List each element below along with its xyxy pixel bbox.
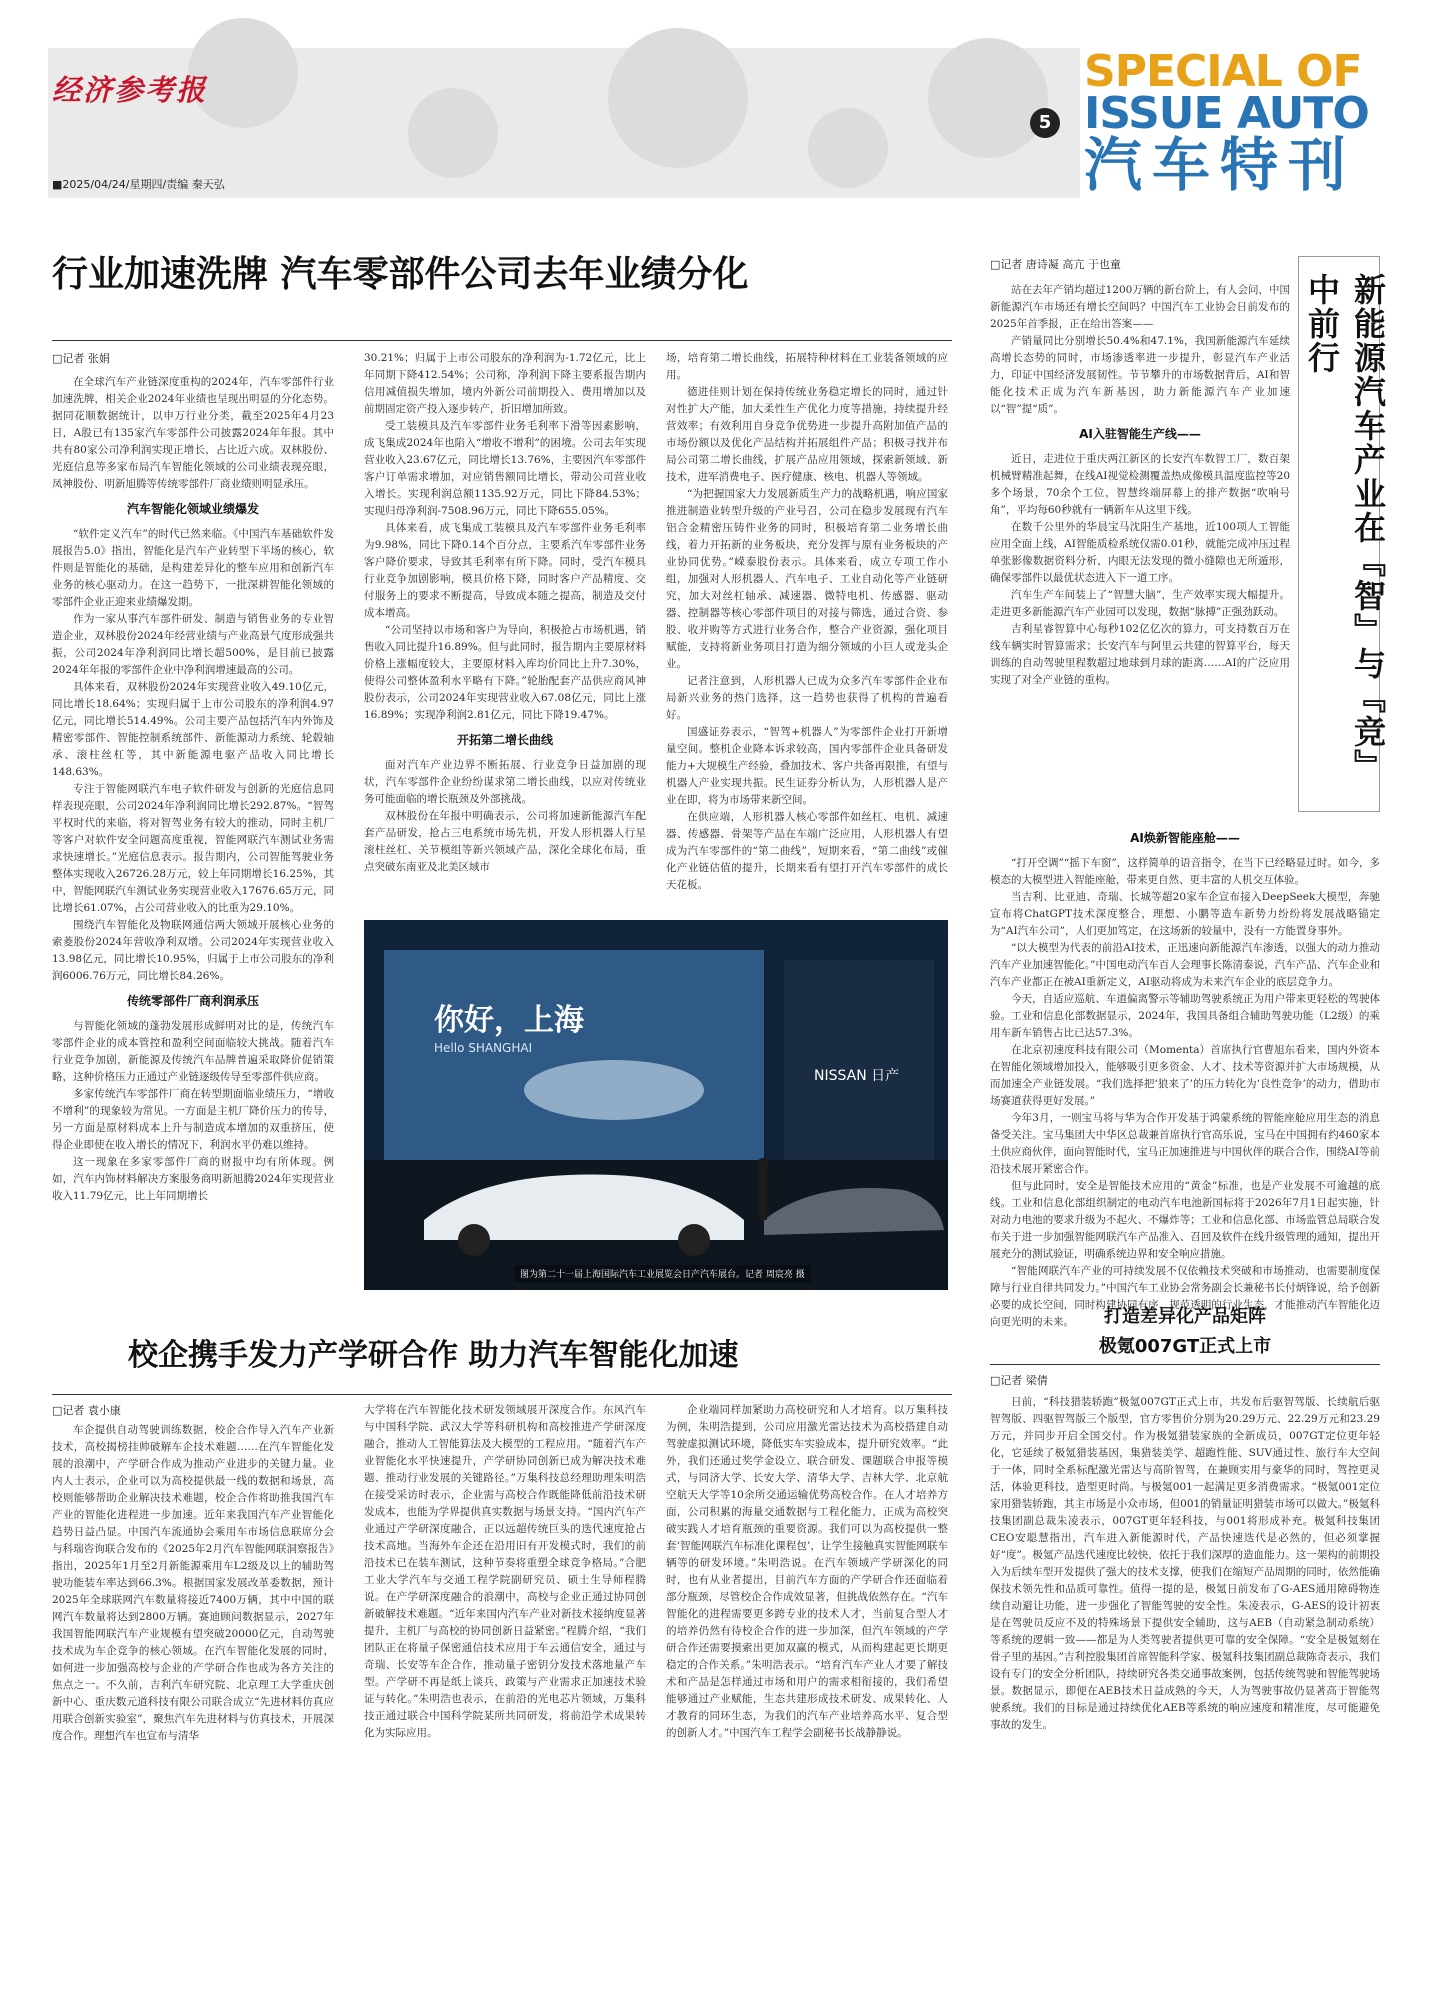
paragraph: 当吉利、比亚迪、奇瑞、长城等超20家车企宣布接入DeepSeek大模型，奔驰宣布将ChatGPT技术深度整合，理想、小鹏等造车新势力纷纷将发展战略锚定为“AI汽车公司”，人们更加笃定，在这场新的较量中，没有一方能置身事外。: [990, 891, 1380, 937]
led-screen: [384, 950, 764, 1160]
paragraph: 日前，“科技猎装轿跑”极氪007GT正式上市，共发布后驱智驾版、长续航后驱智驾版、四驱智驾版三个版型，官方零售价分别为20.29万元、22.29万元和23.29万元，并同步开启全国交付。作为极氪猎装家族的全新成员，007GT定位更年轻化，它延续了极氪猎装基因，集猎装美学、超跑性能、SUV通过性、旅行车大空间于一体，同时全系标配激光雷达与高阶智驾，在兼顾实用与豪华的同时，驾控更灵活，体验更科技，造型更时尚。与极氪001一起满足更多消费需求。“极氪001定位家用猎装轿跑，其主市场是小众市场，但001的销量证明猎装市场可以做大。”极氪科技集团副总裁朱凌表示，007GT更年轻科技，与001将形成补充。极氪科技集团CEO安聪慧指出，汽车进入新能源时代，产品快速迭代是必然的，但必须掌握好“度”。极氪产品迭代速度比较快，依托于我们深厚的造血能力。这一架构的前期投入为后续车型开发提供了强大的技术支撑，使我们在缩短产品周期的同时，依然能确保技术领先性和品质可靠性。值得一提的是，极氪日前发布了G-AES通用障碍物连续自动避让功能，进一步强化了智能驾驶的安全性。朱凌表示，G-AES的设计初衷是在驾驶员反应不及的特殊场景下提供安全辅助，这与AEB（自动紧急制动系统）等系统的逻辑一致——都是为人类驾驶者提供更可靠的安全保障。“安全是极氪刻在骨子里的基因。”吉利控股集团首席智能科学家、极氪科技集团副总裁陈奇表示，我们设有专门的安全分析团队，持续研究各类交通事故案例，包括传统驾驶和智能驾驶场景。数据显示，即便在AEB技术日益成熟的今天，人为驾驶事故仍显著高于智能驾驶系统。我们的目标是通过持续优化AEB等系统的响应速度和精准度，尽可能避免事故的发生。: [990, 1396, 1380, 1731]
divider: [52, 1394, 952, 1395]
svg-text:NISSAN 日产: NISSAN 日产: [814, 1068, 900, 1084]
paragraph: 车企提供自动驾驶训练数据，校企合作导入汽车产业新技术，高校揭榜挂帅破解车企技术难题……在汽车智能化发展的浪潮中，产学研合作成为推动产业进步的关键力量。业内人士表示，企业可以为高校提供最一线的数据和场景，高校则能够帮助企业解决技术难题，校企合作将助推我国汽车产业的智能化进程进一步加速。近年来我国汽车产业智能化趋势日益凸显。中国汽车流通协会乘用车市场信息联席分会与科瑞咨询联合发布的《2025年2月汽车智能网联洞察报告》指出，2025年1月至2月新能源乘用车L2级及以上的辅助驾驶功能装车率达到66.3%。根据国家发展改革委数据，预计2025年全球联网汽车数量将接近7400万辆，其中中国的联网汽车数量将达到2800万辆。赛迪顾问数据显示，2027年我国智能网联汽车产业规模有望突破20000亿元，自动驾驶技术成为车企竞争的核心领域。在汽车智能化发展的同时，如何进一步加强高校与企业的产学研合作也成为各方关注的焦点之一。不久前，吉利汽车研究院、北京理工大学重庆创新中心、重庆数元道科技有限公司联合成立“先进材料仿真应用联合创新实验室”，聚焦汽车先进材料与仿真技术，开展深度合作。理想汽车也宣布与清华: [52, 1424, 334, 1742]
paragraph: 今天，自适应巡航、车道偏离警示等辅助驾驶系统正为用户带来更轻松的驾驶体验。工业和信息化部数据显示，2024年，我国具备组合辅助驾驶功能（L2级）的乘用车新车销售占比已达57.3%。: [990, 993, 1380, 1039]
subheading: 汽车智能化领域业绩爆发: [126, 502, 259, 516]
article4-byline: □记者 梁倩: [990, 1374, 1048, 1387]
subheading: 开拓第二增长曲线: [456, 733, 553, 747]
paragraph: “打开空调”“摇下车窗”，这样简单的语音指令，在当下已经略显过时。如今，多模态的大模型进入智能座舱，带来更自然、更丰富的人机交互体验。: [990, 857, 1380, 886]
article1-column-3: [666, 350, 948, 910]
brand-line-2: ISSUE AUTO: [1084, 88, 1369, 139]
special-issue-brand: [1080, 44, 1380, 200]
paragraph: 受工装模具及汽车零部件业务毛利率下滑等因素影响，成飞集成2024年也陷入“增收不增利”的困境。公司去年实现营业收入23.67亿元，同比增长13.76%，主要因汽车零部件客户订单需求增加，对应销售额同比增长，带动公司营业收入增长。实现利润总额1135.92万元，同比下降84.53%；实现归母净利润-7508.96万元，同比下降655.05%。: [364, 420, 646, 517]
auto-show-photo: [364, 920, 948, 1290]
brand-line-1: SPECIAL OF: [1084, 46, 1362, 97]
side-screen: [784, 960, 934, 1160]
paragraph: 与智能化领域的蓬勃发展形成鲜明对比的是，传统汽车零部件企业的成本管控和盈利空间面临较大挑战。随着汽车行业竞争加剧，新能源及传统汽车品牌普遍采取降价促销策略，这种价格压力正通过产业链逐级传导至零部件供应商。: [52, 1020, 334, 1083]
paragraph: 站在去年产销均超过1200万辆的新台阶上，有人会问，中国新能源汽车市场还有增长空间吗？中国汽车工业协会日前发布的2025年首季报，正在给出答案——: [990, 284, 1290, 330]
paragraph: 30.21%；归属于上市公司股东的净利润为-1.72亿元，比上年同期下降412.54%；公司称，净利润下降主要系报告期内信用减值损失增加，境内外新公司前期投入、费用增加以及前期固定资产投入逐步转产，折旧增加所致。: [364, 352, 646, 415]
page-number: 5: [1030, 108, 1060, 138]
paragraph: 国盛证券表示，“智驾+机器人”为零部件企业打开新增量空间。整机企业降本诉求较高，国内零部件企业具备研发能力+大规模生产经验，叠加技术、客户共备再限推，有望与机器人产业实现共振。民生证券分析认为，人形机器人是产业在即，将为市场带来新空间。: [666, 726, 948, 806]
article1-byline: □记者 张娟: [52, 352, 110, 365]
paragraph: 多家传统汽车零部件厂商在转型期面临业绩压力，“增收不增利”的现象较为常见。一方面是主机厂降价压力的传导，另一方面是原材料成本上升与制造成本增加的双重挤压，使得企业即使在收入增长的情况下，利润水平仍难以维持。: [52, 1088, 334, 1151]
paragraph: 吉利星睿智算中心每秒102亿亿次的算力，可支持数百万在线车辆实时智算需求；长安汽车与阿里云共建的智算平台，每天训练的自动驾驶里程数超过地球到月球的距离……AI的广泛应用实现了对全产业链的重构。: [990, 623, 1290, 686]
article3-byline: □记者 袁小康: [52, 1404, 121, 1417]
paragraph: 双林股份在年报中明确表示，公司将加速新能源汽车配套产品研发，抢占三电系统市场先机，开发人形机器人行星滚柱丝杠、关节模组等新兴领域产品，深化全球化布局，重点突破东南亚及北美区域市: [364, 810, 646, 873]
article4-body: [990, 1394, 1380, 1984]
paragraph: 但与此同时，安全是智能技术应用的“黄金”标准，也是产业发展不可逾越的底线。工业和信息化部组织制定的电动汽车电池新国标将于2026年7月1日起实施，针对动力电池的要求升级为不起火、不爆炸等；工业和信息化部、市场监管总局联合发布关于进一步加强智能网联汽车产品准入、召回及软件在线升级管理的通知，提出开展充分的测试验证，明确系统边界和安全响应措施。: [990, 1180, 1380, 1260]
paragraph: 近日，走进位于重庆两江新区的长安汽车数智工厂，数百架机械臂精准起舞，在线AI视觉检测覆盖热成像模具温度监控等20多个场景，70余个工位，智慧终端屏幕上的排产数据“吹响号角”，平均每60秒就有一辆新车从这里下线。: [990, 453, 1290, 516]
paragraph: 德进佳则计划在保持传统业务稳定增长的同时，通过针对性扩大产能，加大柔性生产优化力度等措施，持续提升经营效率；有效利用自身竞争优势进一步提升高附加值产品的市场份额以及优化产品结构并拓展组件产品；积极寻找并布局公司第二增长曲线，扩展产品应用领域，探索新领域、新技术，进军消费电子、医疗健康、核电、机器人等领域。: [666, 386, 948, 483]
paragraph: 今年3月，一则宝马将与华为合作开发基于鸿蒙系统的智能座舱应用生态的消息备受关注。宝马集团大中华区总裁兼首席执行官高乐说，宝马在中国拥有约460家本土供应商伙伴，面向智能时代，宝马正加速推进与中国伙伴的联合合作，围绕AI等前沿技术展开紧密合作。: [990, 1112, 1380, 1175]
paragraph: 场，培育第二增长曲线，拓展特种材料在工业装备领域的应用。: [666, 352, 948, 381]
paragraph: 具体来看，成飞集成工装模具及汽车零部件业务毛利率为9.98%，同比下降0.14个百分点，主要系汽车零部件业务客户降价要求，导致其毛利率有所下降。同时，受汽车模具行业竞争加剧影响，模具价格下降，同时客户产品精度、交付服务上的要求不断提高，导致成本随之提高，制造及交付成本增高。: [364, 522, 646, 619]
article3-title: 校企携手发力产学研合作 助力汽车智能化加速: [128, 1338, 739, 1373]
dateline: ■2025/04/24/星期四/责编 秦天弘: [52, 178, 225, 191]
paragraph: 记者注意到，人形机器人已成为众多汽车零部件企业布局新兴业务的热门选择，这一趋势也获得了机构的普遍看好。: [666, 675, 948, 721]
paragraph: 面对汽车产业边界不断拓展、行业竞争日益加剧的现状，汽车零部件企业纷纷谋求第二增长曲线，以应对传统业务可能面临的增长瓶颈及外部挑战。: [364, 759, 646, 805]
subheading: 传统零部件厂商利润承压: [126, 994, 259, 1008]
divider: [990, 1364, 1380, 1365]
paragraph: “智能网联汽车产业的可持续发展不仅依赖技术突破和市场推动，也需要制度保障与行业自律共同发力。”中国汽车工业协会常务副会长兼秘书长付炳锋说，给予创新必要的成长空间，同时构建协同有序、规范透明的行业生态，才能推动汽车智能化迈向更光明的未来。: [990, 1265, 1380, 1328]
paragraph: 在北京初速度科技有限公司（Momenta）首席执行官曹旭东看来，国内外资本在智能化领域增加投入，能够吸引更多资金、人才、技术等资源并扩大市场规模，从而加速全产业链发展。“我们选择把‘狼来了’的压力转化为‘良性竞争’的动力，借助市场赛道获得更好发展。”: [990, 1044, 1380, 1107]
article4-title-1: 打造差异化产品矩阵: [1104, 1306, 1266, 1327]
paragraph: 大学将在汽车智能化技术研发领域展开深度合作。东风汽车与中国科学院、武汉大学等科研机构和高校推进产学研深度融合，推动人工智能算法及大模型的工程应用。“随着汽车产业智能化水平快速提升，产学研协同创新已成为解决技术难题、推动行业发展的关键路径。”万集科技总经理助理朱明浩在接受采访时表示，企业需与高校合作既能降低前沿技术研发成本，也能为学界提供真实数据与场景支持。“国内汽车产业通过产学研深度融合，正以远超传统巨头的迭代速度抢占技术高地。当海外车企还在沿用旧有开发模式时，我们的前沿技术已在装车测试，这种节奏将重塑全球竞争格局。”合肥工业大学汽车与交通工程学院副研究员、硕士生导师程腾说。在产学研深度融合的浪潮中，高校与企业正通过协同创新破解技术难题。“近年来国内汽车产业对新技术接纳度显著提升，主机厂与高校的协同创新日益紧密。”程腾介绍，“我们团队正在将量子保密通信技术应用于车云通信安全，通过与奇瑞、长安等车企合作，推动量子密钥分发技术落地量产车型。产学研不再是纸上谈兵，政策与产业需求正加速技术验证与转化。”朱明浩也表示，在前沿的光电芯片领域，万集科技正通过联合中国科学院某所共同研发，将前沿学术成果转化为实际应用。: [364, 1404, 646, 1739]
svg-text:Hello SHANGHAI: Hello SHANGHAI: [434, 1041, 533, 1055]
divider: [52, 340, 952, 341]
article4-title-2: 极氪007GT正式上市: [1098, 1336, 1272, 1357]
paragraph: “软件定义汽车”的时代已然来临。《中国汽车基础软件发展报告5.0》指出，智能化是汽车产业转型下半场的核心，软件则是智能化的基础，是构建差异化的整车应用和创新汽车业务的核心驱动力。在这一趋势下，一批深耕智能化领域的零部件企业正迎来业绩爆发期。: [52, 528, 334, 608]
paragraph: 汽车生产车间装上了“智慧大脑”，生产效率实现大幅提升。走进更多新能源汽车产业园可以发现，数据“脉搏”正强劲跃动。: [990, 589, 1290, 618]
article3-column-3: [666, 1402, 948, 1982]
paragraph: 这一现象在多家零部件厂商的财报中均有所体现。例如，汽车内饰材料解决方案服务商明新旭腾2024年实现营业收入11.79亿元，比上年同期增长: [52, 1156, 334, 1202]
article1-title: 行业加速洗牌 汽车零部件公司去年业绩分化: [52, 254, 749, 295]
article3-column-1: [52, 1422, 334, 1982]
paragraph: “以大模型为代表的前沿AI技术，正迅速向新能源汽车渗透，以强大的动力推动汽车产业加速智能化。”中国电动汽车百人会理事长陈清泰说，汽车产品、汽车企业和汽车产业都正在被AI重新定义，AI驱动将成为未来汽车企业的底层竞争力。: [990, 942, 1380, 988]
paragraph: 在全球汽车产业链深度重构的2024年，汽车零部件行业加速洗牌，相关企业2024年业绩也呈现出明显的分化态势。据同花顺数据统计，以申万行业分类，截至2025年4月23日，A股已有135家汽车零部件公司披露2024年年报。其中共有80家公司净利润实现正增长，占比近六成。双林股份、光庭信息等多家布局汽车智能化领域的公司业绩表现亮眼，凤神股份、明新旭腾等传统零部件厂商业绩则明显承压。: [52, 376, 334, 490]
photo-caption: 图为第二十一届上海国际汽车工业展览会日产汽车展台。记者 周宸亮 摄: [514, 1265, 811, 1282]
paragraph: 作为一家从事汽车部件研发、制造与销售业务的专业智造企业，双林股份2024年经营业绩与产业高景气度形成强共振，公司2024年净利润同比增长超500%，是目前已披露2024年年报的零部件企业中净利润增速最高的公司。: [52, 613, 334, 676]
subheading: AI入驻智能生产线——: [1079, 427, 1201, 441]
article2-vertical-title: [1298, 256, 1387, 812]
subheading: AI焕新智能座舱——: [1130, 831, 1240, 845]
photo-illustration: [364, 920, 948, 1290]
paragraph: 产销量同比分别增长50.4%和47.1%，我国新能源汽车延续高增长态势的同时，市场渗透率进一步提升，彰显汽车产业活力，印证中国经济发展韧性。节节攀升的市场数据背后，AI和智能化技术正成为汽车新基因，助力新能源汽车产业加速以“智”提“质”。: [990, 335, 1290, 415]
paragraph: 在供应端，人形机器人核心零部件如丝杠、电机、减速器、传感器、骨架等产品在车端广泛应用，人形机器人有望成为汽车零部件的“第二曲线”，短期来看，“第二曲线”或催化产业链估值的提升，长期来看有望打开汽车零部件的成长天花板。: [666, 811, 948, 891]
svg-text:你好，上海: 你好，上海: [434, 1003, 584, 1038]
paragraph: 企业端同样加紧助力高校研究和人才培育。以万集科技为例，朱明浩提到，公司应用激光雷达技术为高校搭建自动驾驶虚拟测试环境，降低实车实验成本，提升研究效率。“此外，我们还通过奖学金设立、联合研发、课题联合申报等模式，与同济大学、长安大学、清华大学、吉林大学、北京航空航天大学等10余所交通运输优势高校合作。在人才培养方面，公司积累的海量交通数据与工程化能力，正成为高校突破实践人才培育瓶颈的重要资源。我们可以为高校提供一整套‘智能网联汽车标准化课程包’，让学生接触真实智能网联车辆等的研发环境。”朱明浩说。在汽车领域产学研深化的同时，也有从业者提出，目前汽车方面的产学研合作还面临着部分瓶颈，尽管校企合作成效显著，但挑战依然存在。“汽车智能化的进程需要更多跨专业的技术人才，当前复合型人才的培养仍然有待校企合作的进一步加深，但汽车领域的产学研合作还需要摸索出更加双赢的模式，从而构建起更长期更稳定的合作关系。”朱明浩表示。“培育汽车产业人才要了解技术和产品是怎样通过市场和用户的需求相衔接的，我们希望能够通过产业赋能，生态共建形成技术研发、成果转化、人才教育的同环生态，为我们的汽车产业培养高水平、复合型的创新人才。”中国汽车工程学会副秘书长战静静说。: [666, 1404, 948, 1739]
article2-byline: □记者 唐诗凝 高亢 于也童: [990, 258, 1121, 271]
article1-column-2: [364, 350, 646, 910]
article2-title: 新能源汽车产业在『智』与『竞』中前行: [1303, 273, 1387, 783]
article1-column-1: [52, 374, 334, 1374]
paragraph: “公司坚持以市场和客户为导向，积极抢占市场机遇，销售收入同比提升16.89%。但与此同时，报告期内主要原材料价格上涨幅度较大，主要原材料入库均价同比上升7.30%，使得公司整体盈利水平略有下降。”轮胎配套产品供应商风神股份表示，公司2024年实现营业收入67.08亿元，同比上涨16.89%；实现净利润2.81亿元，同比下降19.47%。: [364, 624, 646, 721]
article2-column-top: [990, 282, 1290, 822]
paragraph: “为把握国家大力发展新质生产力的战略机遇，响应国家推进制造业转型升级的产业号召，公司在稳步发展现有汽车铝合金精密压铸件业务的同时，积极培育第二业务增长曲线，着力开拓新的业务板块，充分发挥与原有业务板块的产业协同优势。”嵘泰股份表示。具体来看，成立专项工作小组，加强对人形机器人、汽车电子、工业自动化等产业链研究，加大对丝杠轴承、减速器、微特电机、传感器、驱动器、控制器等核心零部件项目的对接与筛选，通过合资、参股、收并购等方式进行业务合作，整合产业资源，强化项目赋能，支持将新业务项目打造为细分领域的小巨人或龙头企业。: [666, 488, 948, 670]
article3-column-2: [364, 1402, 646, 1982]
brand-line-3: 汽车特刊: [1084, 131, 1357, 199]
paragraph: 专注于智能网联汽车电子软件研发与创新的光庭信息同样表现亮眼，公司2024年净利润同比增长292.87%。“智驾平权时代的来临，将对智驾业务有较大的推动，同时主机厂等客户对软件安全问题高度重视，智能网联汽车测试业务需求快速增长。”光庭信息表示。报告期内，公司智能驾驶业务整体实现收入26726.28万元，较上年同期增长16.25%，其中，智能网联汽车测试业务实现营业收入17676.65万元，同比增长61.07%，占公司营业收入的比重为29.10%。: [52, 783, 334, 914]
paragraph: 围绕汽车智能化及物联网通信两大领域开展核心业务的索菱股份2024年营收净利双增。公司2024年实现营业收入13.98亿元，同比增长10.95%，归属于上市公司股东的净利润6006.76万元，同比增长84.26%。: [52, 919, 334, 982]
paragraph: 具体来看，双林股份2024年实现营业收入49.10亿元，同比增长18.64%；实现归属于上市公司股东的净利润4.97亿元，同比增长514.49%。公司主要产品包括汽车内外饰及精密零部件、智能控制系统部件、新能源动力系统、轮毂轴承、滚柱丝杠等，其中新能源电驱产品收入同比增长148.63%。: [52, 681, 334, 778]
paragraph: 在数千公里外的华晨宝马沈阳生产基地，近100项人工智能应用全面上线，AI智能质检系统仅需0.01秒，就能完成冲压过程单张影像数据资料分析，内眼无法发现的微小缝隙也无所遁形，确保零部件以最优状态进入下一道工序。: [990, 521, 1290, 584]
newspaper-logo: 经济参考报: [52, 73, 208, 107]
